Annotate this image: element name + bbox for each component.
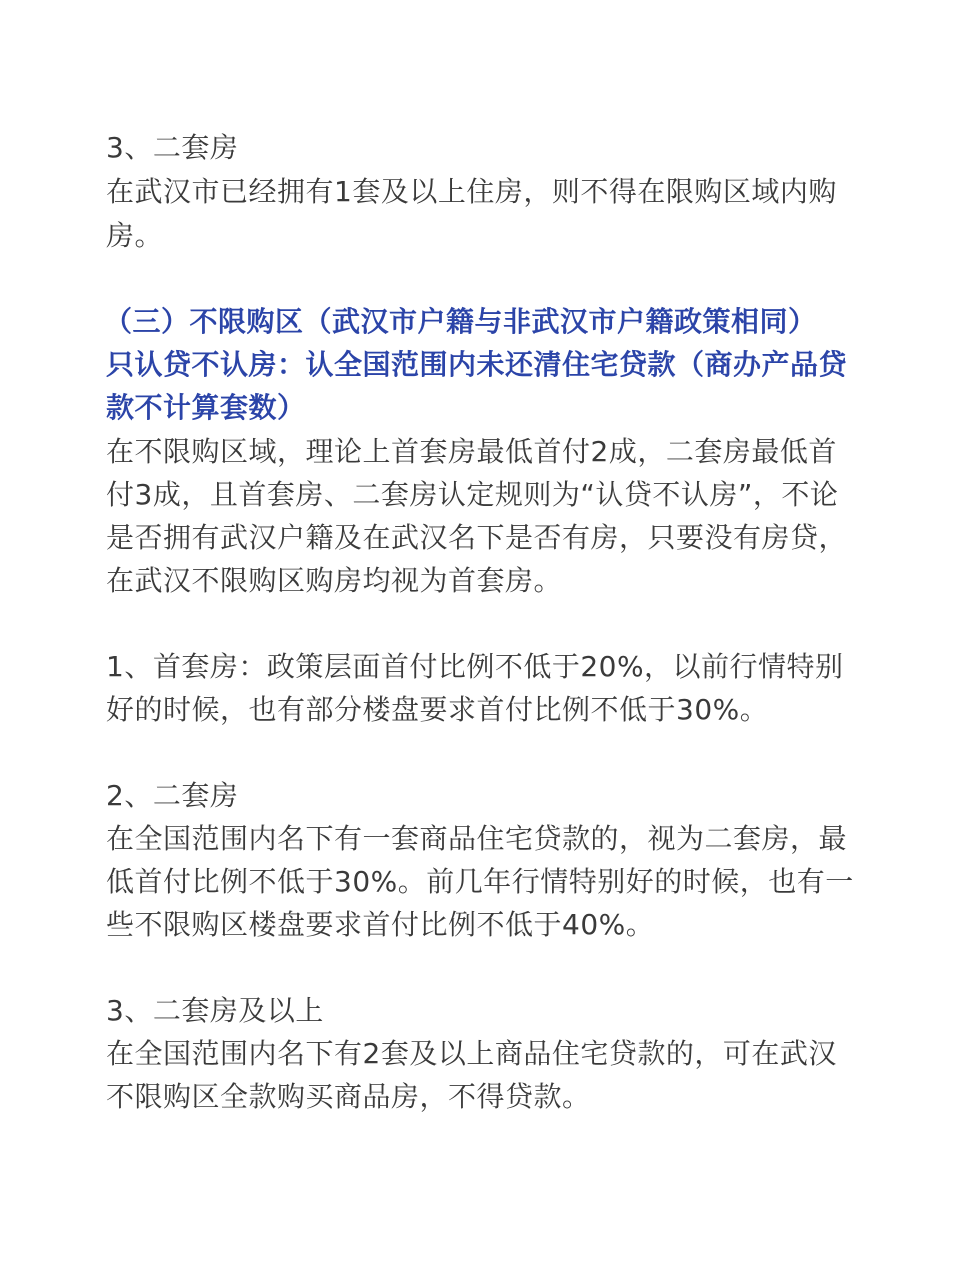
paragraph-line-first-home: 1、首套房：政策层面首付比例不低于20%，以前行情特别 bbox=[106, 650, 844, 683]
section-heading-second-home-plus: 3、二套房及以上 bbox=[106, 994, 324, 1027]
paragraph-line: 在全国范围内名下有2套及以上商品住宅贷款的，可在武汉 bbox=[106, 1037, 837, 1070]
paragraph-line: 房。 bbox=[106, 219, 164, 252]
section-title-line: 只认贷不认房：认全国范围内未还清住宅贷款（商办产品贷 bbox=[106, 348, 848, 381]
paragraph-line: 好的时候，也有部分楼盘要求首付比例不低于30%。 bbox=[106, 693, 769, 726]
paragraph-line: 在武汉市已经拥有1套及以上住房，则不得在限购区域内购 bbox=[106, 175, 837, 208]
paragraph-line: 在全国范围内名下有一套商品住宅贷款的，视为二套房，最 bbox=[106, 822, 848, 855]
paragraph-line: 些不限购区楼盘要求首付比例不低于40%。 bbox=[106, 908, 655, 941]
paragraph-line: 不限购区全款购买商品房，不得贷款。 bbox=[106, 1080, 591, 1113]
section-title-line: 款不计算套数） bbox=[106, 391, 306, 424]
section-heading-second-home-2: 2、二套房 bbox=[106, 779, 239, 812]
section-title-unrestricted-zone: （三）不限购区（武汉市户籍与非武汉市户籍政策相同） bbox=[104, 305, 817, 338]
paragraph-line: 付3成，且首套房、二套房认定规则为“认贷不认房”，不论 bbox=[106, 478, 839, 511]
paragraph-line: 是否拥有武汉户籍及在武汉名下是否有房，只要没有房贷， bbox=[106, 521, 848, 554]
section-heading-second-home: 3、二套房 bbox=[106, 131, 239, 164]
paragraph-line: 低首付比例不低于30%。前几年行情特别好的时候，也有一 bbox=[106, 865, 854, 898]
paragraph-line: 在不限购区域，理论上首套房最低首付2成，二套房最低首 bbox=[106, 435, 837, 468]
paragraph-line: 在武汉不限购区购房均视为首套房。 bbox=[106, 564, 563, 597]
